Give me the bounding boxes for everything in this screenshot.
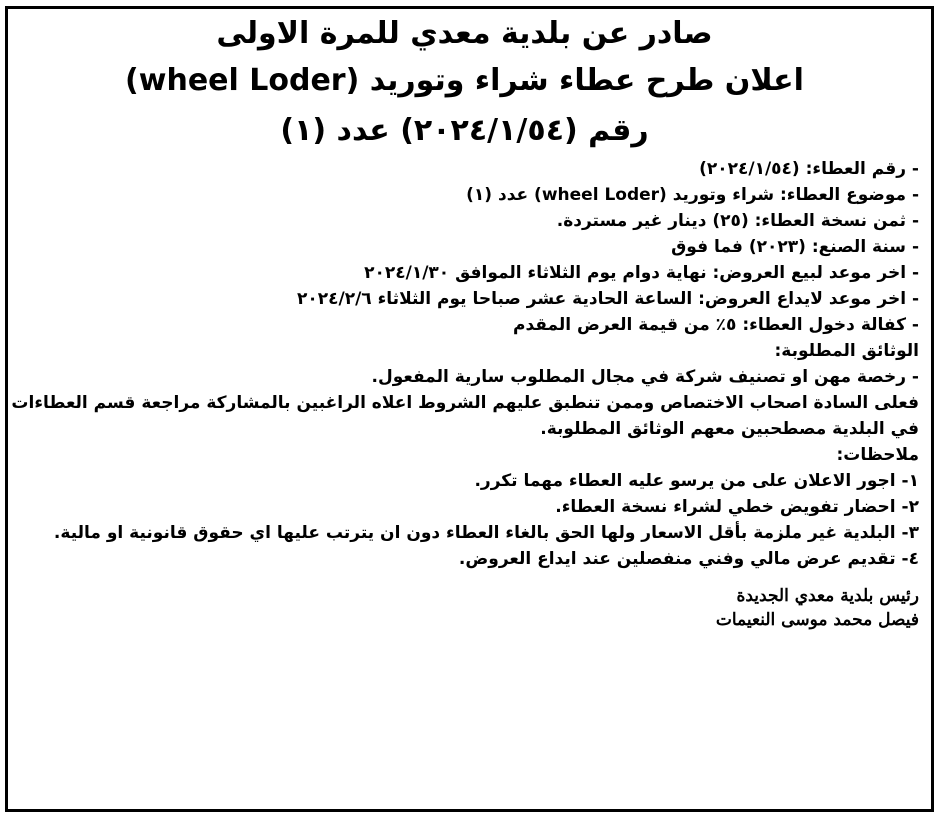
detail-submission-deadline: - اخر موعد لايداع العروض: الساعة الحادية عشر صباحا يوم الثلاثاء ٢٠٢٤/٢/٦ [297,289,919,309]
notes-heading: ملاحظات: [836,445,919,465]
detail-tender-subject: - موضوع العطاء: شراء وتوريد (wheel Loder) عدد (١) [466,185,919,205]
signatory-title: رئيس بلدية معدي الجديدة [736,586,919,606]
tender-number-heading: رقم (٢٠٢٤/١/٥٤) عدد (١) [280,113,649,148]
note-item: ٤- تقديم عرض مالي وفني منفصلين عند ايداع العروض. [458,549,919,569]
detail-bid-bond: - كفالة دخول العطاء: ٥٪ من قيمة العرض المقدم [513,315,919,335]
detail-tender-number: - رقم العطاء: (٢٠٢٤/١/٥٤) [699,159,919,179]
note-item: ١- اجور الاعلان على من يرسو عليه العطاء مهما تكرر. [474,471,919,491]
documents-heading: الوثائق المطلوبة: [774,341,919,361]
document-item: - رخصة مهن او تصنيف شركة في مجال المطلوب سارية المفعول. [371,367,919,387]
issuer-heading: صادر عن بلدية معدي للمرة الاولى [216,16,713,51]
announcement [10,12,919,632]
tender-title: اعلان طرح عطاء شراء وتوريد (wheel Loder) [125,63,804,98]
note-item: ٣- البلدية غير ملزمة بأقل الاسعار ولها الحق بالغاء العطاء دون ان يترتب عليها اي حقوق قانونية او مالية. [53,523,919,543]
invitation-paragraph: فعلى السادة اصحاب الاختصاص وممن تنطبق عليهم الشروط اعلاه الراغبين بالمشاركة مراجعة قسم العطاءات في البلدية مصطحبين معهم الوثائق المطلوبة. [11,393,919,439]
detail-sale-deadline: - اخر موعد لبيع العروض: نهاية دوام يوم الثلاثاء الموافق ٢٠٢٤/١/٣٠ [364,263,919,283]
signatory-name: فيصل محمد موسى النعيمات [715,610,919,630]
note-item: ٢- احضار تفويض خطي لشراء نسخة العطاء. [555,497,919,517]
detail-manufacture-year: - سنة الصنع: (٢٠٢٣) فما فوق [671,237,919,257]
detail-copy-price: - ثمن نسخة العطاء: (٢٥) دينار غير مستردة. [556,211,919,231]
